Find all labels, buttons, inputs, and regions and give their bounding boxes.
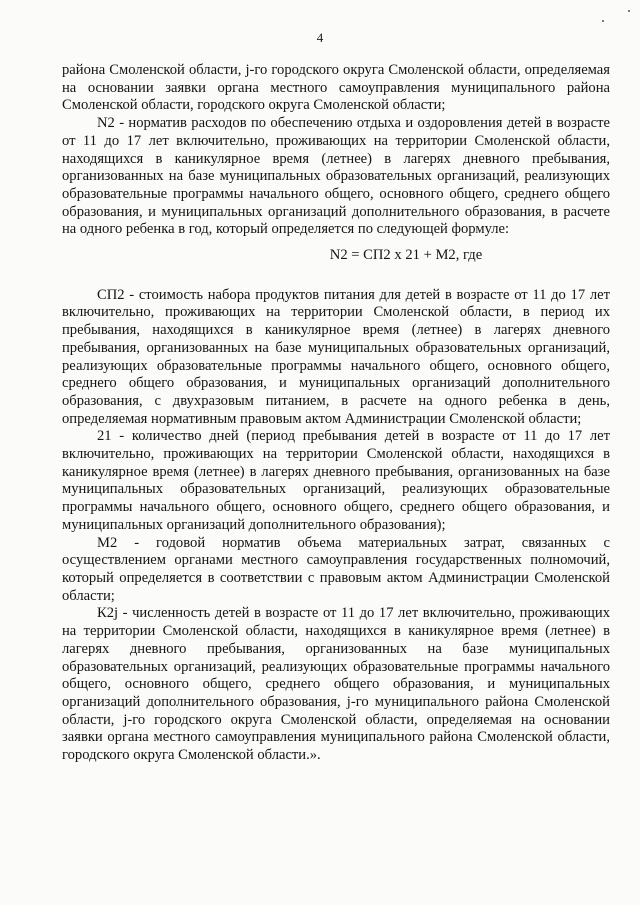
paragraph-k2j-definition: К2j - численность детей в возрасте от 11 до 17 лет включительно, проживающих на территории Смоленской области, находящихся в каникулярное время (летнее) в лагерях дневного пребывания, организованных на базе муниципальных образовательных организаций, реализующих образовательные программы начального общего, основного общего, среднего общего образования, и муниципальных организаций дополнительного образования, j-го муниципального района Смоленской области, j-го городского округа Смоленской области, определяемая на основании заявки органа местного самоуправления муниципального района Смоленской области, городского округа Смоленской области.». [62, 605, 610, 764]
formula: N2 = СП2 х 21 + М2, где [329, 247, 483, 264]
document-body [62, 62, 610, 765]
page-number: 4 [316, 30, 324, 45]
scan-speck [602, 20, 604, 22]
paragraph-m2-definition: М2 - годовой норматив объема материальных затрат, связанных с осуществлением органами местного самоуправления государственных полномочий, который определяется в соответствии с правовым актом Администрации Смоленской области; [62, 534, 610, 604]
paragraph-days-definition: 21 - количество дней (период пребывания детей в возрасте от 11 до 17 лет включительно, проживающих на территории Смоленской области, находящихся в каникулярное время (летнее) в лагерях дневного пребывания, организованных на базе муниципальных образовательных организаций, реализующих образовательные программы начального общего, основного общего, среднего общего образования, и муниципальных организаций дополнительного образования); [62, 428, 610, 533]
paragraph-continuation: района Смоленской области, j-го городского округа Смоленской области, определяемая на основании заявки органа местного самоуправления муниципального района Смоленской области, городского округа Смоленской области; [62, 62, 610, 114]
paragraph-sp2-definition: СП2 - стоимость набора продуктов питания для детей в возрасте от 11 до 17 лет включительно, проживающих на территории Смоленской области, в период их пребывания, находящихся в каникулярное время (летнее) в лагерях дневного пребывания, организованных на базе муниципальных образовательных организаций, реализующих образовательные программы начального общего, основного общего, среднего общего образования, и муниципальных организаций дополнительного образования, с двухразовым питанием, в расчете на одного ребенка в день, определяемая нормативным правовым актом Администрации Смоленской области; [62, 286, 610, 427]
scan-speck [628, 10, 630, 12]
paragraph-n2-definition: N2 - норматив расходов по обеспечению отдыха и оздоровления детей в возрасте от 11 до 17 лет включительно, проживающих на территории Смоленской области, находящихся в каникулярное время (летнее) в лагерях дневного пребывания, организованных на базе муниципальных образовательных организаций, реализующих образовательные программы начального общего, основного общего, среднего общего образования, и муниципальных организаций дополнительного образования, в расчете на одного ребенка в год, который определяется по следующей формуле: [62, 115, 610, 238]
